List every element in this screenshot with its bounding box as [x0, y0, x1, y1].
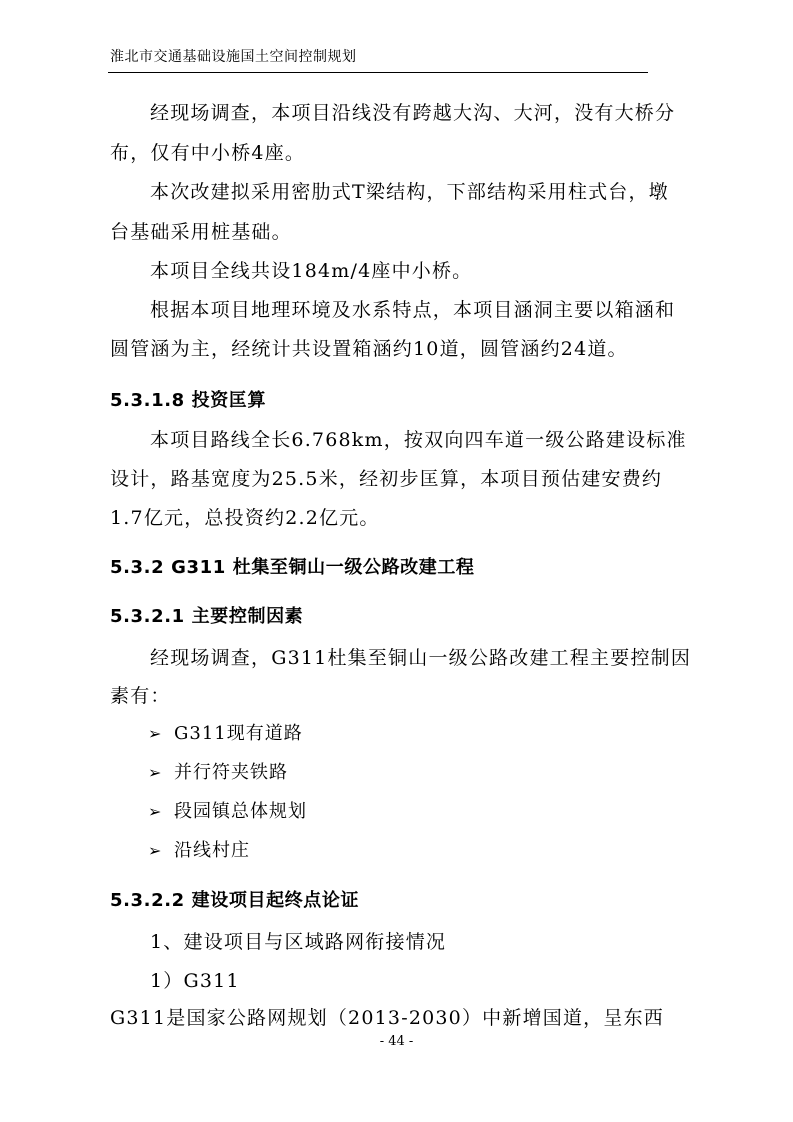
section-heading: 5.3.1.8 投资匡算 [110, 390, 267, 411]
paragraph-line: 根据本项目地理环境及水系特点，本项目涵洞主要以箱涵和 [150, 299, 676, 321]
list-item-text: G311现有道路 [174, 723, 303, 744]
list-item [148, 758, 288, 784]
list-item [148, 836, 250, 862]
section-heading: 5.3.2.2 建设项目起终点论证 [110, 890, 360, 911]
paragraph-line: 本项目全线共设184m/4座中小桥。 [150, 260, 473, 282]
paragraph-line: G311是国家公路网规划（2013-2030）中新增国道，呈东西 [110, 1007, 664, 1029]
list-item [148, 797, 307, 823]
paragraph-line: 素有： [110, 685, 171, 707]
list-item [148, 719, 303, 745]
arrow-bullet-icon: ➢ [148, 802, 163, 821]
paragraph-line: 台基础采用桩基础。 [110, 221, 292, 243]
arrow-bullet-icon: ➢ [148, 724, 163, 743]
paragraph-line: 经现场调查，G311杜集至铜山一级公路改建工程主要控制因 [150, 647, 692, 669]
arrow-bullet-icon: ➢ [148, 841, 163, 860]
paragraph-line: 布，仅有中小桥4座。 [110, 142, 306, 164]
list-item-text: 并行符夹铁路 [174, 762, 288, 783]
running-header: 淮北市交通基础设施国土空间控制规划 [110, 49, 357, 65]
section-heading: 5.3.2 G311 杜集至铜山一级公路改建工程 [110, 557, 475, 578]
paragraph-line: 1）G311 [150, 970, 240, 992]
page-number: - 44 - [379, 1034, 414, 1049]
list-item-text: 沿线村庄 [174, 840, 250, 861]
paragraph-line: 1.7亿元，总投资约2.2亿元。 [110, 507, 380, 529]
list-item-text: 段园镇总体规划 [174, 801, 307, 822]
section-heading: 5.3.2.1 主要控制因素 [110, 606, 304, 627]
paragraph-line: 本次改建拟采用密肋式T梁结构，下部结构采用柱式台，墩 [150, 181, 669, 203]
paragraph-line: 本项目路线全长6.768km，按双向四车道一级公路建设标准 [150, 429, 687, 451]
arrow-bullet-icon: ➢ [148, 763, 163, 782]
paragraph-line: 圆管涵为主，经统计共设置箱涵约10道，圆管涵约24道。 [110, 338, 628, 360]
paragraph-line: 设计，路基宽度为25.5米，经初步匡算，本项目预估建安费约 [110, 468, 663, 490]
paragraph-line: 1、建设项目与区域路网衔接情况 [150, 931, 447, 953]
header-divider [108, 72, 648, 73]
paragraph-line: 经现场调查，本项目沿线没有跨越大沟、大河，没有大桥分 [150, 102, 676, 124]
